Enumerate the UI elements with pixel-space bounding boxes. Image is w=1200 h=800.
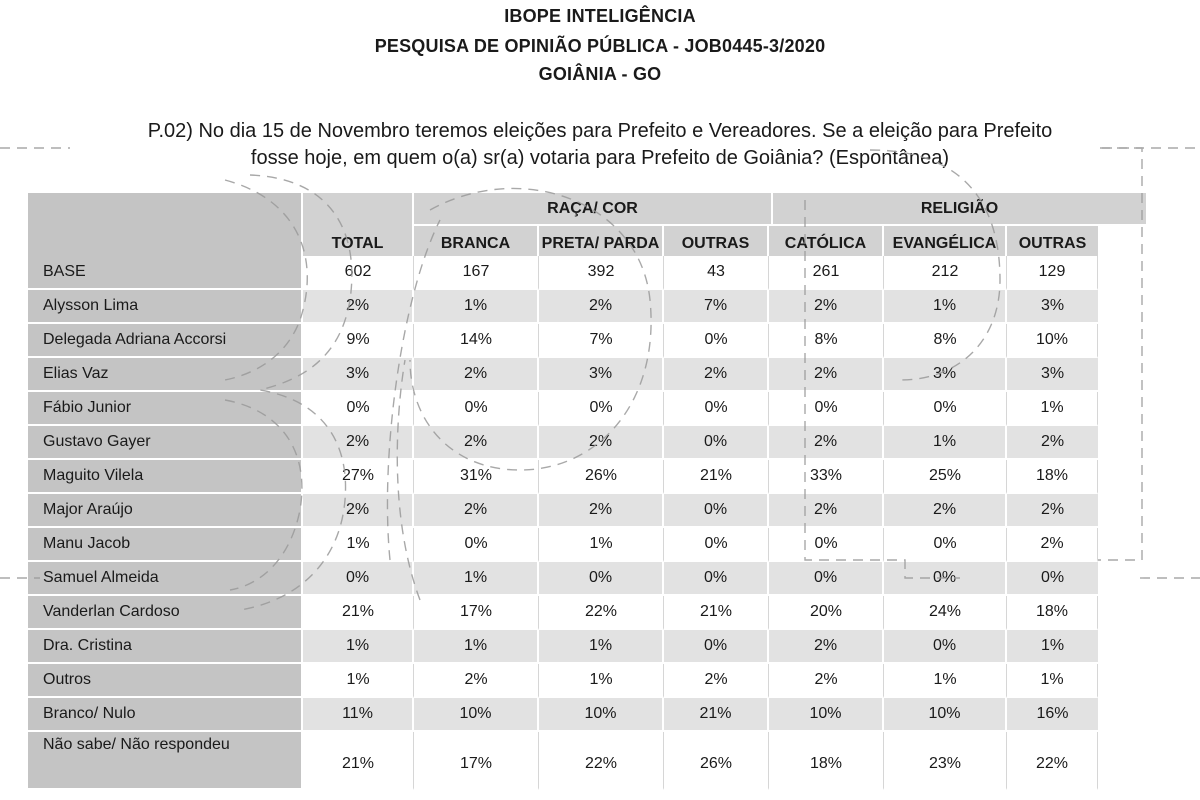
col-evangelica-value: 1% <box>884 664 1007 698</box>
table-row <box>28 562 1172 596</box>
row-label: Não sabe/ Não respondeu <box>28 732 303 790</box>
col-preta-parda-value: 3% <box>539 358 664 392</box>
col-race-outras-value: 21% <box>664 460 769 494</box>
col-religion-outras-value: 18% <box>1007 596 1098 630</box>
col-preta-parda-value: 2% <box>539 290 664 324</box>
table-row <box>28 494 1172 528</box>
table-row <box>28 630 1172 664</box>
col-evangelica-value: 0% <box>884 528 1007 562</box>
table-row <box>28 290 1172 324</box>
col-catolica-value: 0% <box>769 392 884 426</box>
col-race-outras-value: 0% <box>664 426 769 460</box>
col-preta-parda-value: 22% <box>539 732 664 790</box>
report-survey-title: PESQUISA DE OPINIÃO PÚBLICA - JOB0445-3/2020 <box>374 36 826 56</box>
col-catolica-value: 2% <box>769 358 884 392</box>
row-label: Manu Jacob <box>28 528 303 562</box>
col-total-value: 11% <box>303 698 414 732</box>
question-text-line-2: fosse hoje, em quem o(a) sr(a) votaria para Prefeito de Goiânia? (Espontânea) <box>250 147 950 169</box>
col-evangelica-value: 1% <box>884 290 1007 324</box>
col-branca-value: 31% <box>414 460 539 494</box>
table-row <box>28 460 1172 494</box>
col-race-outras-value: 2% <box>664 664 769 698</box>
col-religion-outras-value: 16% <box>1007 698 1098 732</box>
col-race-outras-value: 0% <box>664 630 769 664</box>
row-label: Fábio Junior <box>28 392 303 426</box>
col-branca-value: 10% <box>414 698 539 732</box>
col-race-outras-header: OUTRAS <box>664 226 769 256</box>
col-branca-value: 2% <box>414 426 539 460</box>
question-text-line-1: P.02) No dia 15 de Novembro teremos eleições para Prefeito e Vereadores. Se a eleição para Prefeito <box>147 120 1053 142</box>
table-row <box>28 664 1172 698</box>
col-total-value: 1% <box>303 664 414 698</box>
col-preta-parda-value: 26% <box>539 460 664 494</box>
col-total-value: 9% <box>303 324 414 358</box>
col-catolica-value: 261 <box>769 256 884 290</box>
row-label: Alysson Lima <box>28 290 303 324</box>
col-catolica-value: 10% <box>769 698 884 732</box>
row-label: Branco/ Nulo <box>28 698 303 732</box>
col-catolica-value: 2% <box>769 494 884 528</box>
col-branca-value: 2% <box>414 358 539 392</box>
col-total-value: 1% <box>303 528 414 562</box>
col-preta-parda-value: 1% <box>539 528 664 562</box>
col-preta-parda-value: 2% <box>539 426 664 460</box>
col-total-value: 602 <box>303 256 414 290</box>
col-race-outras-value: 43 <box>664 256 769 290</box>
col-evangelica-value: 23% <box>884 732 1007 790</box>
table-row <box>28 596 1172 630</box>
col-branca-value: 167 <box>414 256 539 290</box>
table-row <box>28 358 1172 392</box>
col-preta-parda-value: 0% <box>539 392 664 426</box>
col-preta-parda-value: 22% <box>539 596 664 630</box>
col-preta-parda-value: 0% <box>539 562 664 596</box>
col-branca-value: 0% <box>414 528 539 562</box>
col-race-outras-value: 2% <box>664 358 769 392</box>
col-religion-outras-value: 0% <box>1007 562 1098 596</box>
col-total-header: TOTAL <box>303 226 414 256</box>
col-evangelica-value: 2% <box>884 494 1007 528</box>
col-total-value: 3% <box>303 358 414 392</box>
col-race-outras-value: 26% <box>664 732 769 790</box>
row-label: Major Araújo <box>28 494 303 528</box>
row-label: Elias Vaz <box>28 358 303 392</box>
col-evangelica-value: 10% <box>884 698 1007 732</box>
col-total-value: 2% <box>303 494 414 528</box>
row-label: Dra. Cristina <box>28 630 303 664</box>
row-label: Samuel Almeida <box>28 562 303 596</box>
col-branca-value: 0% <box>414 392 539 426</box>
col-race-outras-value: 21% <box>664 596 769 630</box>
col-evangelica-value: 0% <box>884 392 1007 426</box>
col-preta-parda-value: 10% <box>539 698 664 732</box>
table-row <box>28 426 1172 460</box>
col-evangelica-value: 24% <box>884 596 1007 630</box>
row-label: Maguito Vilela <box>28 460 303 494</box>
col-religion-outras-value: 22% <box>1007 732 1098 790</box>
col-preta-parda-header: PRETA/ PARDA <box>539 226 664 256</box>
col-religion-outras-header: OUTRAS <box>1007 226 1098 256</box>
col-total-value: 2% <box>303 290 414 324</box>
col-branca-value: 1% <box>414 562 539 596</box>
col-race-outras-value: 0% <box>664 562 769 596</box>
col-branca-value: 17% <box>414 596 539 630</box>
col-catolica-value: 2% <box>769 290 884 324</box>
results-table <box>28 193 1172 790</box>
col-catolica-header: CATÓLICA <box>769 226 884 256</box>
table-group-header-row <box>28 193 1172 226</box>
table-row <box>28 392 1172 426</box>
row-label: BASE <box>28 256 303 290</box>
corner-cell <box>28 193 303 226</box>
col-race-outras-value: 0% <box>664 494 769 528</box>
col-catolica-value: 18% <box>769 732 884 790</box>
col-preta-parda-value: 1% <box>539 630 664 664</box>
col-preta-parda-value: 2% <box>539 494 664 528</box>
col-total-value: 0% <box>303 392 414 426</box>
group-header-race: RAÇA/ COR <box>414 193 773 226</box>
col-catolica-value: 2% <box>769 630 884 664</box>
col-catolica-value: 0% <box>769 528 884 562</box>
col-evangelica-value: 212 <box>884 256 1007 290</box>
col-preta-parda-value: 392 <box>539 256 664 290</box>
col-catolica-value: 8% <box>769 324 884 358</box>
col-religion-outras-value: 1% <box>1007 392 1098 426</box>
col-catolica-value: 33% <box>769 460 884 494</box>
col-race-outras-value: 21% <box>664 698 769 732</box>
col-branca-value: 2% <box>414 664 539 698</box>
col-branca-value: 2% <box>414 494 539 528</box>
col-religion-outras-value: 129 <box>1007 256 1098 290</box>
col-evangelica-value: 0% <box>884 630 1007 664</box>
table-row <box>28 698 1172 732</box>
col-total-value: 27% <box>303 460 414 494</box>
table-row <box>28 324 1172 358</box>
col-religion-outras-value: 2% <box>1007 426 1098 460</box>
col-branca-value: 17% <box>414 732 539 790</box>
corner-cell <box>28 226 303 256</box>
col-evangelica-header: EVANGÉLICA <box>884 226 1007 256</box>
table-row <box>28 732 1172 790</box>
col-evangelica-value: 0% <box>884 562 1007 596</box>
col-branca-value: 1% <box>414 630 539 664</box>
col-evangelica-value: 8% <box>884 324 1007 358</box>
col-race-outras-value: 0% <box>664 392 769 426</box>
row-label: Gustavo Gayer <box>28 426 303 460</box>
col-total-value: 2% <box>303 426 414 460</box>
col-race-outras-value: 0% <box>664 528 769 562</box>
report-location: GOIÂNIA - GO <box>538 64 662 84</box>
col-catolica-value: 2% <box>769 664 884 698</box>
report-org-title: IBOPE INTELIGÊNCIA <box>504 6 696 26</box>
col-branca-value: 1% <box>414 290 539 324</box>
col-catolica-value: 0% <box>769 562 884 596</box>
col-total-value: 1% <box>303 630 414 664</box>
col-evangelica-value: 3% <box>884 358 1007 392</box>
col-evangelica-value: 25% <box>884 460 1007 494</box>
row-label: Delegada Adriana Accorsi <box>28 324 303 358</box>
col-religion-outras-value: 2% <box>1007 494 1098 528</box>
total-group-spacer <box>303 193 414 226</box>
col-religion-outras-value: 1% <box>1007 630 1098 664</box>
col-religion-outras-value: 18% <box>1007 460 1098 494</box>
col-religion-outras-value: 1% <box>1007 664 1098 698</box>
col-total-value: 0% <box>303 562 414 596</box>
col-branca-header: BRANCA <box>414 226 539 256</box>
col-catolica-value: 20% <box>769 596 884 630</box>
col-catolica-value: 2% <box>769 426 884 460</box>
col-race-outras-value: 7% <box>664 290 769 324</box>
table-row <box>28 528 1172 562</box>
col-total-value: 21% <box>303 732 414 790</box>
col-total-value: 21% <box>303 596 414 630</box>
col-branca-value: 14% <box>414 324 539 358</box>
table-row <box>28 256 1172 290</box>
table-body <box>28 256 1172 790</box>
col-religion-outras-value: 3% <box>1007 290 1098 324</box>
table-column-header-row <box>28 226 1172 256</box>
col-religion-outras-value: 3% <box>1007 358 1098 392</box>
col-religion-outras-value: 10% <box>1007 324 1098 358</box>
col-evangelica-value: 1% <box>884 426 1007 460</box>
row-label: Outros <box>28 664 303 698</box>
group-header-religion: RELIGIÃO <box>773 193 1146 226</box>
col-preta-parda-value: 7% <box>539 324 664 358</box>
col-race-outras-value: 0% <box>664 324 769 358</box>
row-label: Vanderlan Cardoso <box>28 596 303 630</box>
col-religion-outras-value: 2% <box>1007 528 1098 562</box>
col-preta-parda-value: 1% <box>539 664 664 698</box>
